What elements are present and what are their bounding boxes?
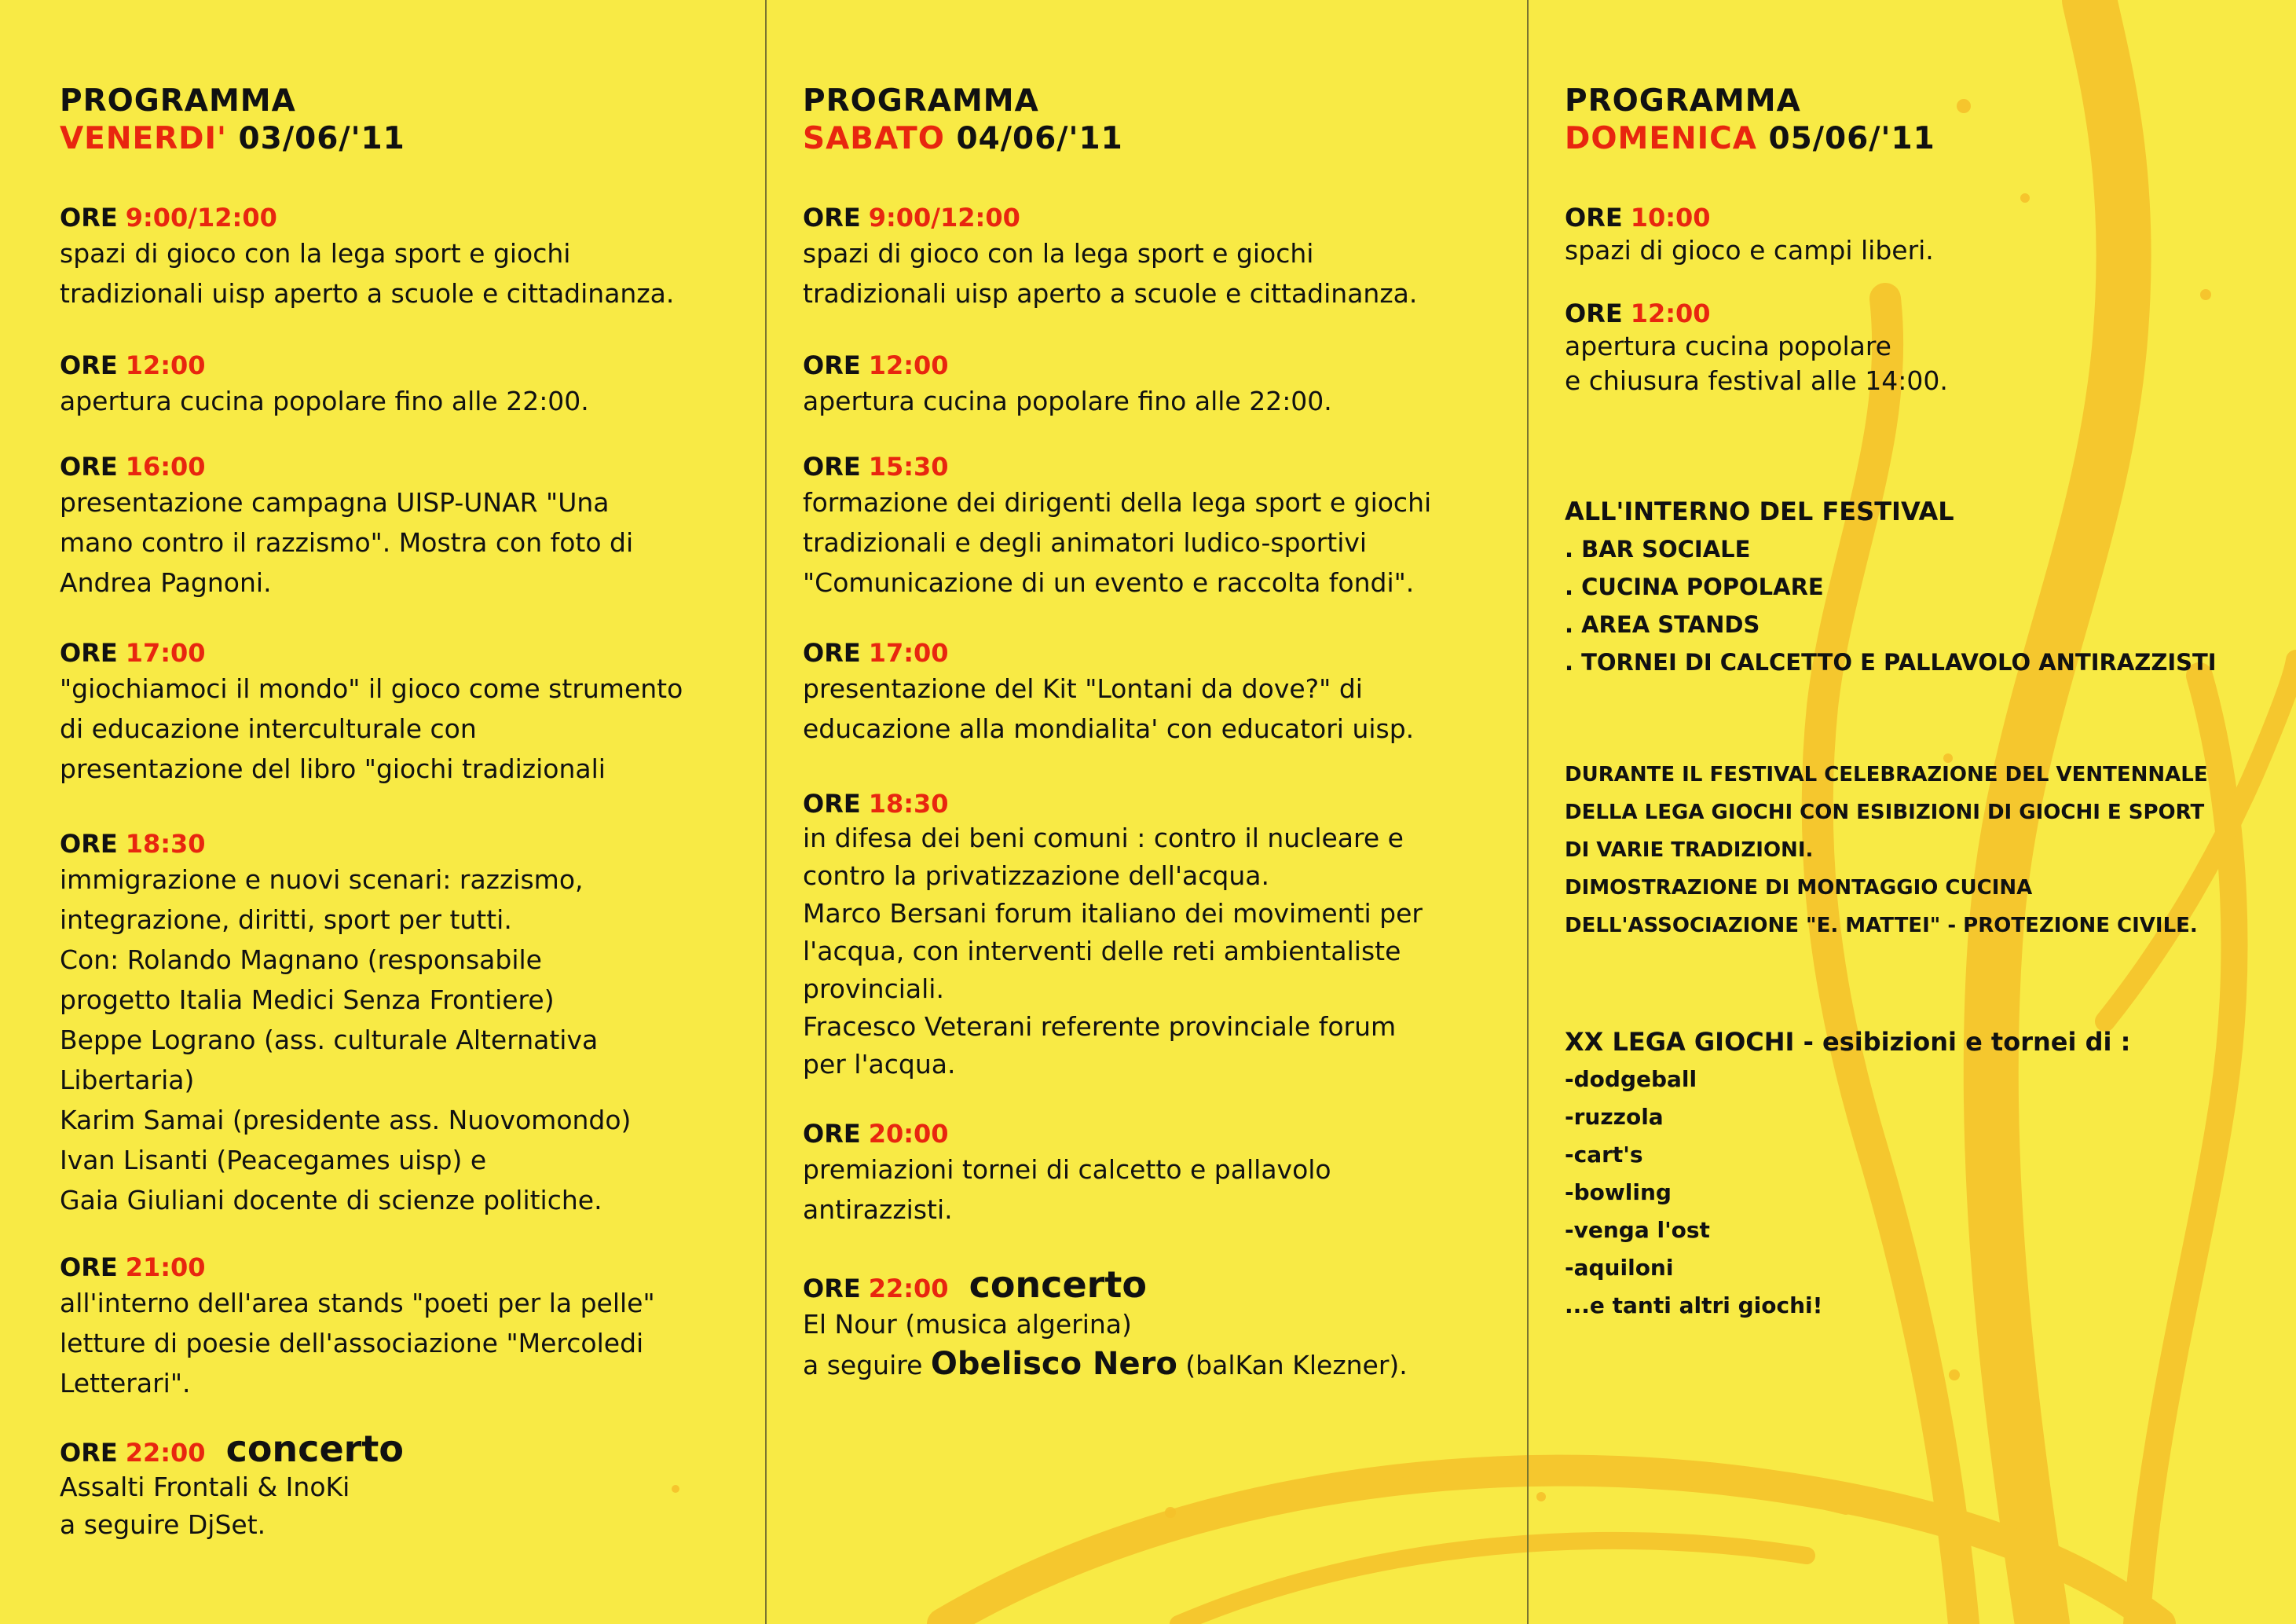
column-heading — [803, 82, 1510, 158]
slot-description: premiazioni tornei di calcetto e pallavolo antirazzisti. — [803, 1154, 1331, 1225]
schedule-slot — [60, 451, 751, 603]
schedule-slot — [60, 202, 751, 313]
ore-label: ORE — [1565, 299, 1623, 328]
slot-description: apertura cucina popolare e chiusura festival alle 14:00. — [1565, 331, 1948, 396]
list-item: -cart's — [1565, 1142, 1643, 1168]
slot-time: 12:00 — [1630, 299, 1711, 328]
slot-time: 22:00 — [868, 1274, 949, 1303]
day-date — [1565, 120, 2256, 158]
day-date — [60, 120, 751, 158]
slot-time: 12:00 — [125, 350, 206, 380]
schedule-slot — [1565, 202, 2256, 268]
schedule-slot — [1565, 298, 2256, 398]
column-sabato — [803, 82, 1510, 1385]
slot-description: presentazione campagna UISP-UNAR "Una mano contro il razzismo". Mostra con foto di Andrea Pagnoni. — [60, 487, 634, 598]
concerto-line-1: El Nour (musica algerina) — [803, 1309, 1132, 1340]
slot-time: 12:00 — [868, 350, 949, 380]
concerto-pre: a seguire — [803, 1350, 931, 1380]
schedule-slot — [803, 350, 1510, 421]
day-name: VENERDI' — [60, 121, 227, 156]
ore-label: ORE — [60, 1438, 118, 1468]
schedule-slot — [803, 451, 1510, 603]
schedule-slot — [60, 1252, 751, 1403]
concerto-label: concerto — [969, 1263, 1147, 1306]
column-heading — [60, 82, 751, 158]
slot-time: 18:30 — [125, 829, 206, 859]
ore-label: ORE — [1565, 203, 1623, 233]
slot-description: Assalti Frontali & InoKi a seguire DjSet. — [60, 1472, 350, 1540]
column-venerdi — [60, 82, 751, 1544]
ore-label: ORE — [803, 638, 861, 668]
programma-title: PROGRAMMA — [60, 83, 296, 119]
festival-item: . BAR SOCIALE — [1565, 536, 1751, 563]
ore-label: ORE — [803, 350, 861, 380]
list-item: ...e tanti altri giochi! — [1565, 1292, 1823, 1318]
programma-title: PROGRAMMA — [1565, 83, 1801, 119]
concerto-label: concerto — [225, 1428, 404, 1470]
schedule-slot — [60, 350, 751, 421]
slot-time: 10:00 — [1630, 203, 1711, 233]
column-domenica — [1565, 82, 2256, 1325]
list-item: -ruzzola — [1565, 1104, 1664, 1130]
slot-time: 22:00 — [125, 1438, 206, 1468]
slot-description: "giochiamoci il mondo" il gioco come strumento di educazione interculturale con presentazione del libro "giochi tradizionali — [60, 673, 683, 784]
column-divider-2 — [1527, 0, 1529, 1624]
slot-description: apertura cucina popolare fino alle 22:00. — [803, 386, 1332, 416]
slot-time: 17:00 — [868, 638, 949, 668]
slot-time: 15:30 — [868, 452, 949, 482]
slot-description: presentazione del Kit "Lontani da dove?" di educazione alla mondialita' con educatori uisp. — [803, 673, 1415, 744]
slot-description: apertura cucina popolare fino alle 22:00. — [60, 386, 589, 416]
list-item: -aquiloni — [1565, 1255, 1674, 1281]
festival-title: ALL'INTERNO DEL FESTIVAL — [1565, 497, 1954, 526]
date: 05/06/'11 — [1768, 121, 1935, 156]
concerto-line-2 — [803, 1344, 1510, 1385]
ore-label: ORE — [60, 203, 118, 233]
slot-description: spazi di gioco con la lega sport e giochi tradizionali uisp aperto a scuole e cittadinanza. — [803, 238, 1418, 309]
list-item: -bowling — [1565, 1179, 1672, 1205]
day-name: DOMENICA — [1565, 121, 1757, 156]
date: 04/06/'11 — [956, 121, 1123, 156]
schedule-slot — [60, 1428, 751, 1544]
ore-label: ORE — [803, 1274, 861, 1303]
day-name: SABATO — [803, 121, 945, 156]
schedule-slot — [60, 637, 751, 789]
list-item: -venga l'ost — [1565, 1217, 1710, 1243]
ore-label: ORE — [803, 203, 861, 233]
programma-title: PROGRAMMA — [803, 83, 1039, 119]
list-item: -dodgeball — [1565, 1066, 1697, 1092]
slot-time: 17:00 — [125, 638, 206, 668]
slot-description: formazione dei dirigenti della lega sport e giochi tradizionali e degli animatori ludico-sportivi "Comunicazione di un evento e raccolta fondi". — [803, 487, 1432, 598]
ore-label: ORE — [60, 1252, 118, 1282]
festival-item: . AREA STANDS — [1565, 611, 1760, 638]
ore-label: ORE — [60, 452, 118, 482]
ore-label: ORE — [60, 350, 118, 380]
column-heading — [1565, 82, 2256, 158]
festival-section — [1565, 493, 2256, 681]
schedule-slot — [803, 1118, 1510, 1230]
slot-time: 9:00/12:00 — [868, 203, 1020, 233]
slot-time: 18:30 — [868, 789, 949, 819]
slot-description: all'interno dell'area stands "poeti per la pelle" letture di poesie dell'associazione "Mercoledi Letterari". — [60, 1288, 655, 1399]
ore-label: ORE — [803, 452, 861, 482]
schedule-slot — [803, 1263, 1510, 1385]
column-divider-1 — [765, 0, 767, 1624]
slot-time: 20:00 — [868, 1119, 949, 1149]
slot-time: 21:00 — [125, 1252, 206, 1282]
slot-description: spazi di gioco e campi liberi. — [1565, 235, 1934, 266]
festival-note: DURANTE IL FESTIVAL CELEBRAZIONE DEL VENTENNALE DELLA LEGA GIOCHI CON ESIBIZIONI DI GIOCHI E SPORT DI VARIE TRADIZIONI. DIMOSTRAZIONE DI MONTAGGIO CUCINA DELL'ASSOCIAZIONE "E. MATTEI" - PROTEZIONE CIVILE. — [1565, 763, 2208, 937]
lega-list — [1565, 1061, 2256, 1325]
concerto-post: (balKan Klezner). — [1177, 1350, 1408, 1380]
slot-description — [803, 1304, 1510, 1344]
slot-description: spazi di gioco con la lega sport e giochi tradizionali uisp aperto a scuole e cittadinanza. — [60, 238, 675, 309]
day-date — [803, 120, 1510, 158]
ore-label: ORE — [803, 789, 861, 819]
slot-description: immigrazione e nuovi scenari: razzismo, integrazione, diritti, sport per tutti. Con: Rolando Magnano (responsabile progetto Italia Medici Senza Frontiere) Beppe Lograno (ass. culturale Alternativa Libertaria) Karim Samai (presidente ass. Nuovomondo) Ivan Lisanti (Peacegames uisp) e Gaia Giuliani docente di scienze politiche. — [60, 864, 632, 1215]
ore-label: ORE — [60, 638, 118, 668]
slot-time: 16:00 — [125, 452, 206, 482]
schedule-slot — [60, 828, 751, 1220]
headliner-name: Obelisco Nero — [930, 1346, 1177, 1382]
lega-title: XX LEGA GIOCHI - esibizioni e tornei di : — [1565, 1027, 2131, 1057]
schedule-slot — [803, 202, 1510, 313]
date: 03/06/'11 — [238, 121, 405, 156]
schedule-slot — [803, 637, 1510, 749]
festival-item: . TORNEI DI CALCETTO E PALLAVOLO ANTIRAZZISTI — [1565, 649, 2217, 676]
slot-description: in difesa dei beni comuni : contro il nucleare e contro la privatizzazione dell'acqua. Marco Bersani forum italiano dei movimenti per l'acqua, con interventi delle reti ambientaliste provinciali. Fracesco Veterani referente provinciale forum per l'acqua. — [803, 823, 1423, 1080]
ore-label: ORE — [60, 829, 118, 859]
festival-item: . CUCINA POPOLARE — [1565, 574, 1824, 600]
ore-label: ORE — [803, 1119, 861, 1149]
schedule-slot — [803, 788, 1510, 1083]
slot-time: 9:00/12:00 — [125, 203, 277, 233]
